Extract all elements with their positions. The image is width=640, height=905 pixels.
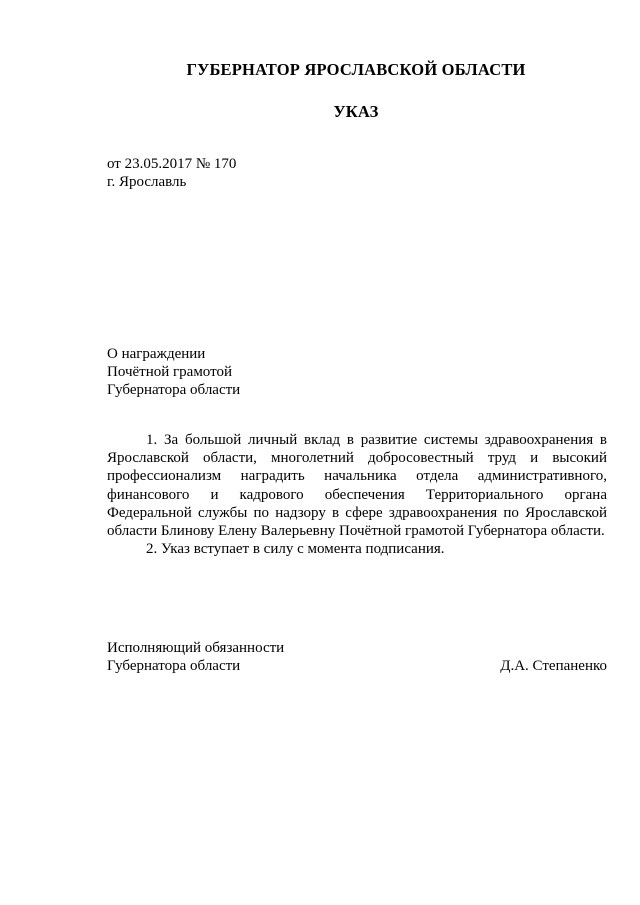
subject-line-2: Почётной грамотой — [107, 364, 232, 380]
city: г. Ярославль — [107, 174, 187, 190]
signatory-name: Д.А. Степаненко — [500, 658, 607, 674]
subject-line-3: Губернатора области — [107, 382, 241, 398]
signatory-position-line-2: Губернатора области — [107, 658, 241, 674]
subject-line-1: О награждении — [107, 346, 206, 362]
document-title: ГУБЕРНАТОР ЯРОСЛАВСКОЙ ОБЛАСТИ — [186, 60, 526, 79]
paragraph-1: 1. За большой личный вклад в развитие системы здравоохранения в Ярославской области, многолетний добросовестный труд и высокий профессионализм наградить начальника отдела административного, финансового и кадрового обеспечения Территориального органа Федеральной службы по надзору в сфере здравоохранения по Ярославской области Блинову Елену Валерьевну Почётной грамотой Губернатора области. — [107, 432, 607, 540]
document-type: УКАЗ — [333, 102, 379, 121]
signatory-position-line-1: Исполняющий обязанности — [107, 640, 285, 656]
paragraph-2: 2. Указ вступает в силу с момента подписания. — [146, 541, 445, 558]
decree-body — [107, 431, 607, 558]
date-number: от 23.05.2017 № 170 — [107, 156, 237, 172]
